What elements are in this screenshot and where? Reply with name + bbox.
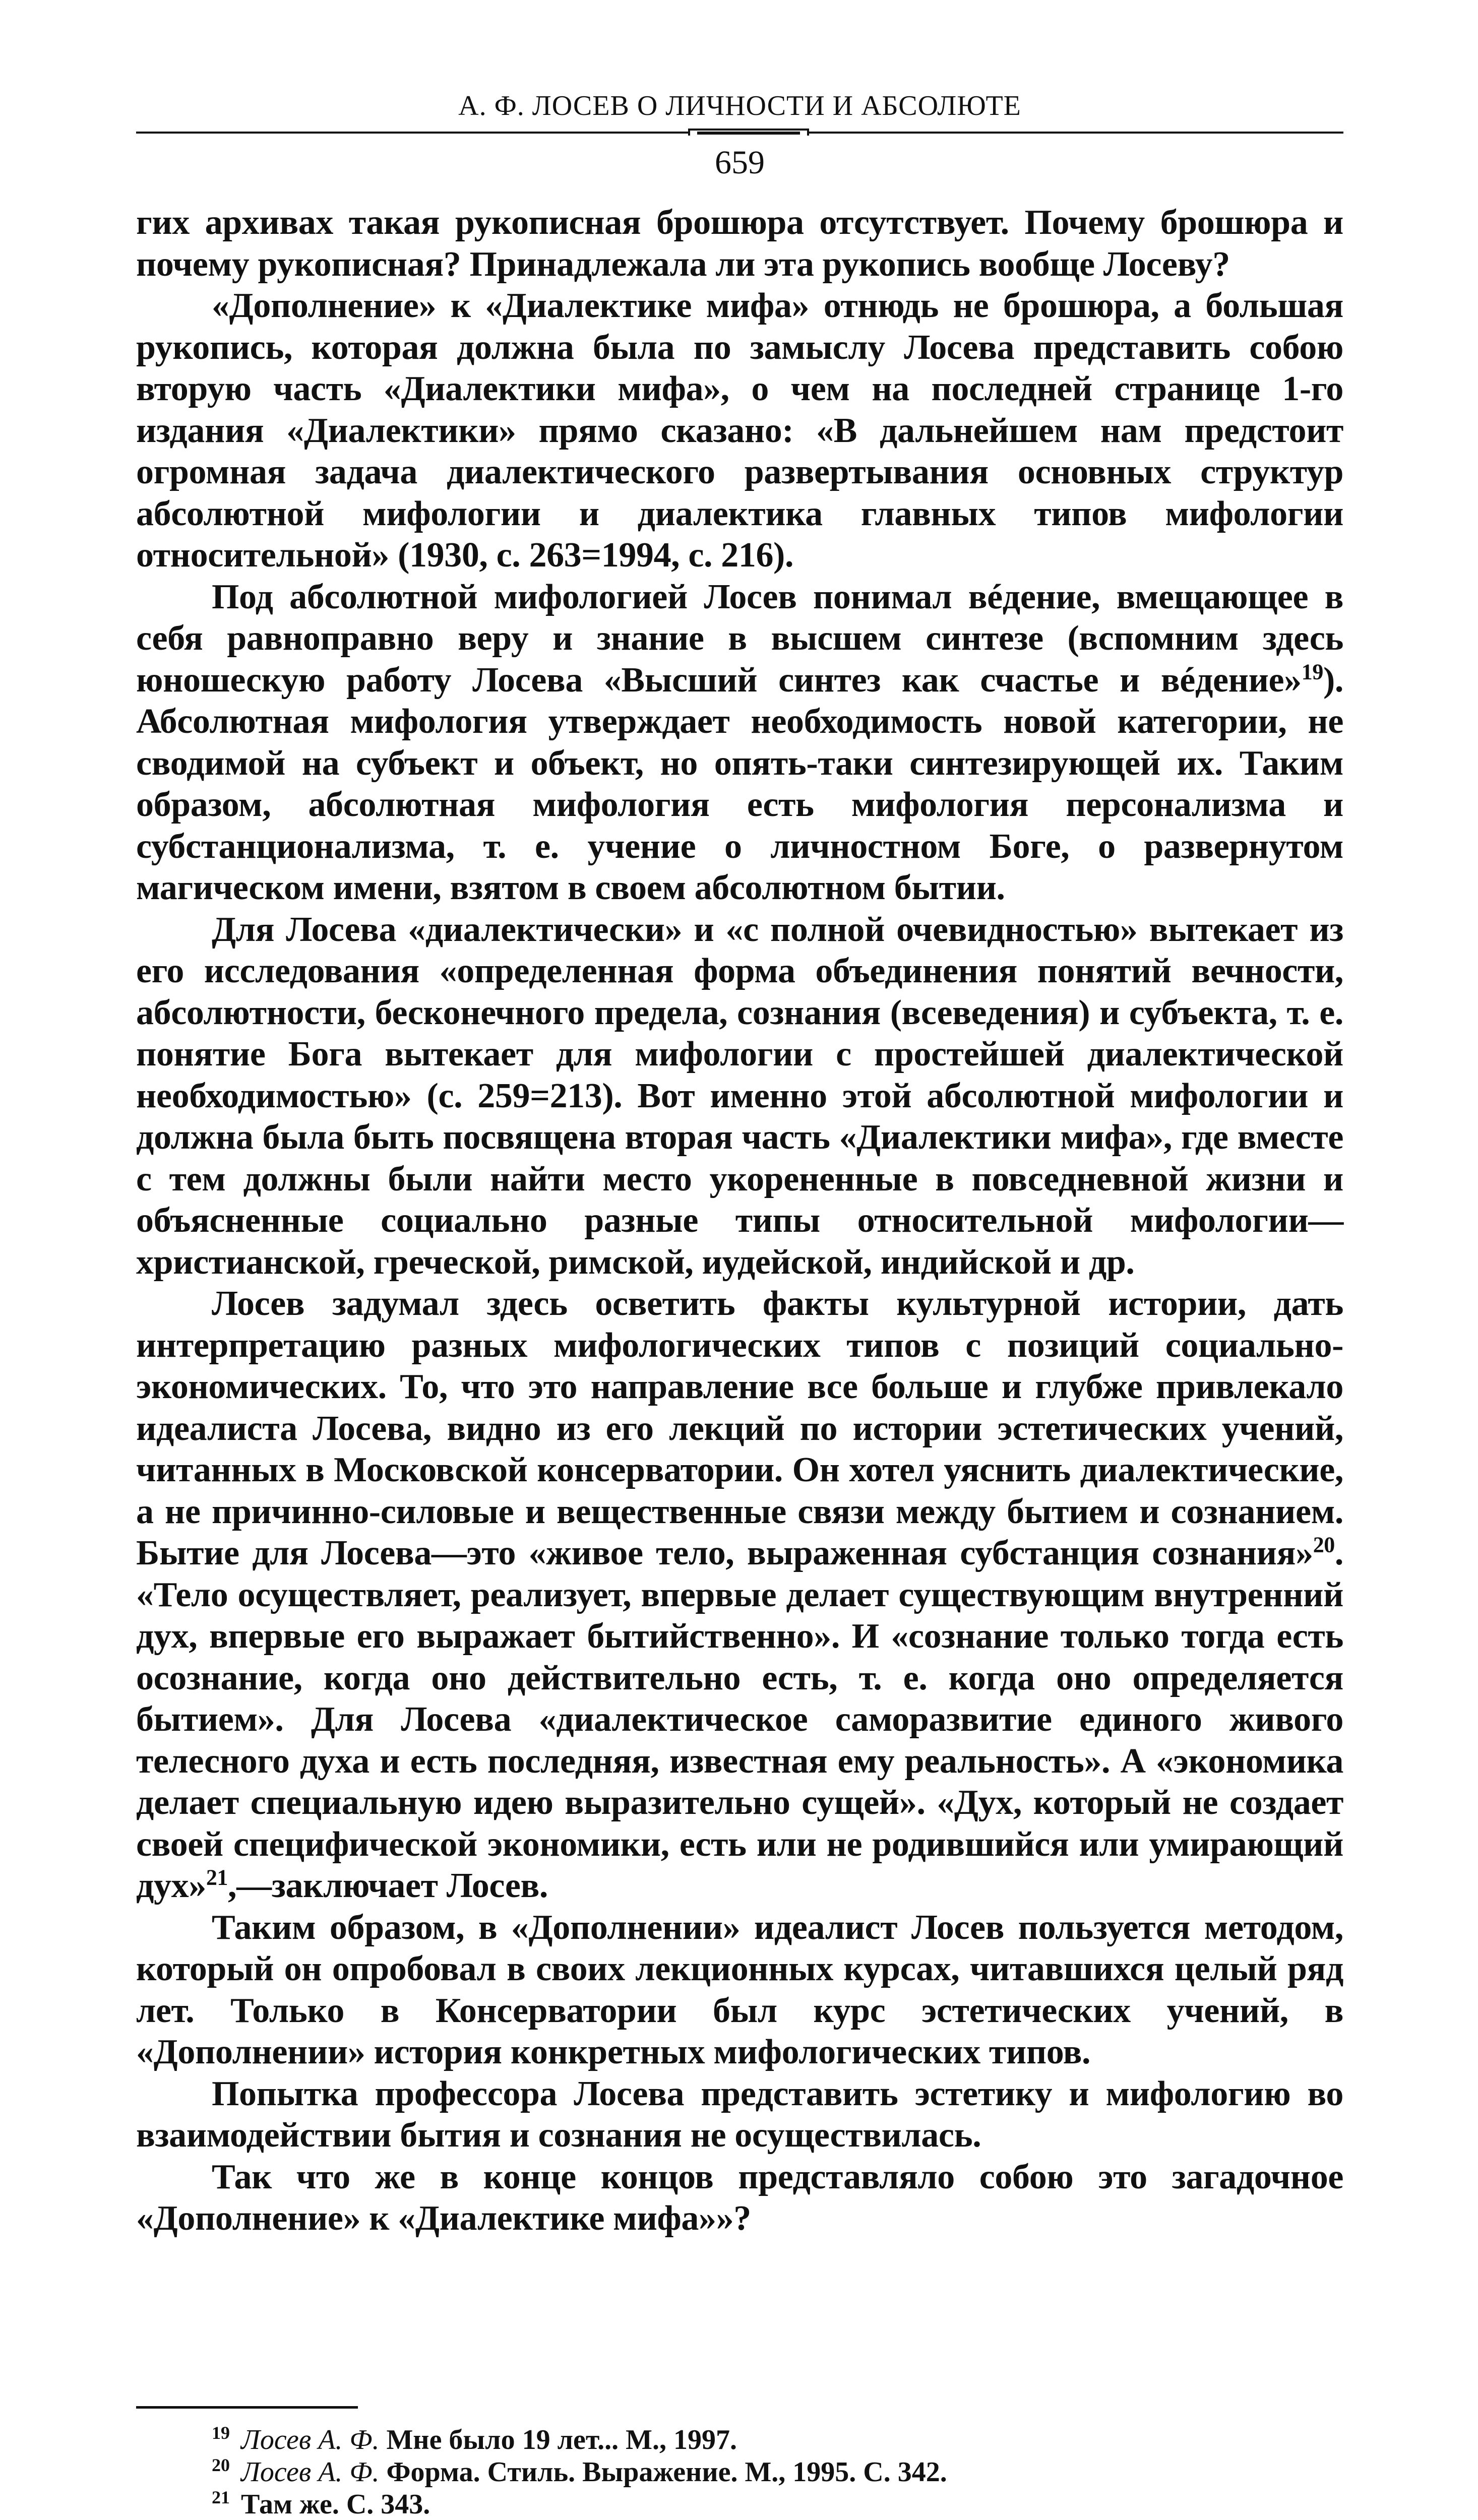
paragraph-text: Для Лосева «диалектически» и «с полной очевидностью» вытекает из его исследования «определенная форма объединения понятий вечности, абсолютности, бесконечного предела, сознания (всеведения) и субъекта, т. е. понятие Бога вытекает для мифологии с простейшей диалектической необходимостью» (с. 259=213). Вот именно этой абсолютной мифологии и должна была быть посвящена вторая часть «Диалектики мифа», где вместе с тем должны были найти место укорененные в повседневной жизни и объясненные социально разные типы относительной мифологии—христианской, греческой, римской, иудейской, индийской и др. — [136, 910, 1343, 1282]
paragraph-text: Лосев задумал здесь осветить факты культурной истории, дать интерпретацию разных мифологических типов с позиций социально-экономических. То, что это направление все больше и глубже привлекало идеалиста Лосева, видно из его лекций по истории эстетических учений, читанных в Московской консерватории. Он хотел уяснить диалектические, а не причинно-силовые и вещественные связи между бытием и сознанием. Бытие для Лосева—это «живое тело, выраженная субстанция сознания» — [136, 1284, 1343, 1572]
paragraph-4 — [136, 909, 1343, 1284]
paragraph-text-cont: . «Тело осуществляет, реализует, впервые делает существующим внутренний дух, впервые его выражает бытийственно». И «сознание только тогда есть осознание, когда оно действительно есть, т. е. когда оно определяется бытием». Для Лосева «диалектическое саморазвитие единого живого телесного духа и есть последняя, известная ему реальность». А «экономика делает специальную идею выразительно сущей». «Дух, который не создает своей специфической экономики, есть или не родившийся или умирающий дух» — [136, 1534, 1343, 1905]
footnote-ref-21[interactable]: 21 — [206, 1865, 228, 1890]
paragraph-7 — [136, 2073, 1343, 2157]
footnotes — [136, 2424, 1343, 2520]
paragraph-8 — [136, 2157, 1343, 2240]
footnote-text: Мне было 19 лет... М., 1997. — [386, 2424, 737, 2455]
footnote-author: Лосев А. Ф. — [241, 2456, 379, 2488]
page — [136, 88, 1343, 2520]
paragraph-text: гих архивах такая рукописная брошюра отсутствует. Почему брошюра и почему рукописная? Принадлежала ли эта рукопись вообще Лосеву? — [136, 203, 1343, 284]
header-rule-tab — [688, 129, 809, 136]
paragraph-2 — [136, 285, 1343, 577]
paragraph-text: Таким образом, в «Дополнении» идеалист Лосев пользуется методом, который он опробовал в своих лекционных курсах, читавшихся целый ряд лет. Только в Консерватории был курс эстетических учений, в «Дополнении» история конкретных мифологических типов. — [136, 1908, 1343, 2072]
paragraph-text: «Дополнение» к «Диалектике мифа» отнюдь не брошюра, а большая рукопись, которая должна была по замыслу Лосева представить собою вторую часть «Диалектики мифа», о чем на последней странице 1-го издания «Диалектики» прямо сказано: «В дальнейшем нам предстоит огромная задача диалектического развертывания основных структур абсолютной мифологии и диалектика главных типов мифологии относительной» (1930, с. 263=1994, с. 216). — [136, 286, 1343, 575]
footnote-author: Лосев А. Ф. — [241, 2424, 379, 2455]
header-rule — [136, 129, 1343, 136]
body-text — [136, 202, 1343, 2240]
paragraph-3 — [136, 577, 1343, 909]
page-number: 659 — [136, 139, 1343, 187]
footnote-number: 21 — [212, 2487, 230, 2507]
footnote-text: Форма. Стиль. Выражение. М., 1995. С. 342. — [386, 2456, 947, 2488]
paragraph-text: Под абсолютной мифологией Лосев понимал вéдение, вмещающее в себя равноправно веру и знание в высшем синтезе (вспомним здесь юношескую работу Лосева «Высший синтез как счастье и вéдение» — [136, 578, 1343, 700]
paragraph-text: Так что же в конце концов представляло собою это загадочное «Дополнение» к «Диалектике мифа»»? — [136, 2158, 1343, 2238]
paragraph-text-end: ,—заключает Лосев. — [228, 1866, 548, 1905]
footnote-ref-19[interactable]: 19 — [1302, 659, 1323, 684]
paragraph-text-cont: ). Абсолютная мифология утверждает необходимость новой категории, не сводимой на субъект и объект, но опять-таки синтезирующей их. Таким образом, абсолютная мифология есть мифология персонализма и субстанционализма, т. е. учение о личностном Боге, о развернутом магическом имени, взятом в своем абсолютном бытии. — [136, 661, 1343, 908]
footnote-number: 19 — [212, 2423, 230, 2443]
paragraph-1 — [136, 202, 1343, 285]
footnote-21 — [136, 2488, 1343, 2520]
footnote-ref-20[interactable]: 20 — [1313, 1533, 1335, 1557]
footnote-text: Там же. С. 343. — [241, 2489, 430, 2520]
footnote-number: 20 — [212, 2455, 230, 2475]
footnote-rule — [136, 2406, 358, 2409]
running-title: А. Ф. ЛОСЕВ О ЛИЧНОСТИ И АБСОЛЮТЕ — [136, 88, 1343, 123]
paragraph-5 — [136, 1283, 1343, 1907]
footnote-19 — [136, 2424, 1343, 2456]
paragraph-text: Попытка профессора Лосева представить эстетику и мифологию во взаимодействии бытия и сознания не осуществилась. — [136, 2074, 1343, 2155]
footnote-20 — [136, 2456, 1343, 2488]
paragraph-6 — [136, 1907, 1343, 2073]
